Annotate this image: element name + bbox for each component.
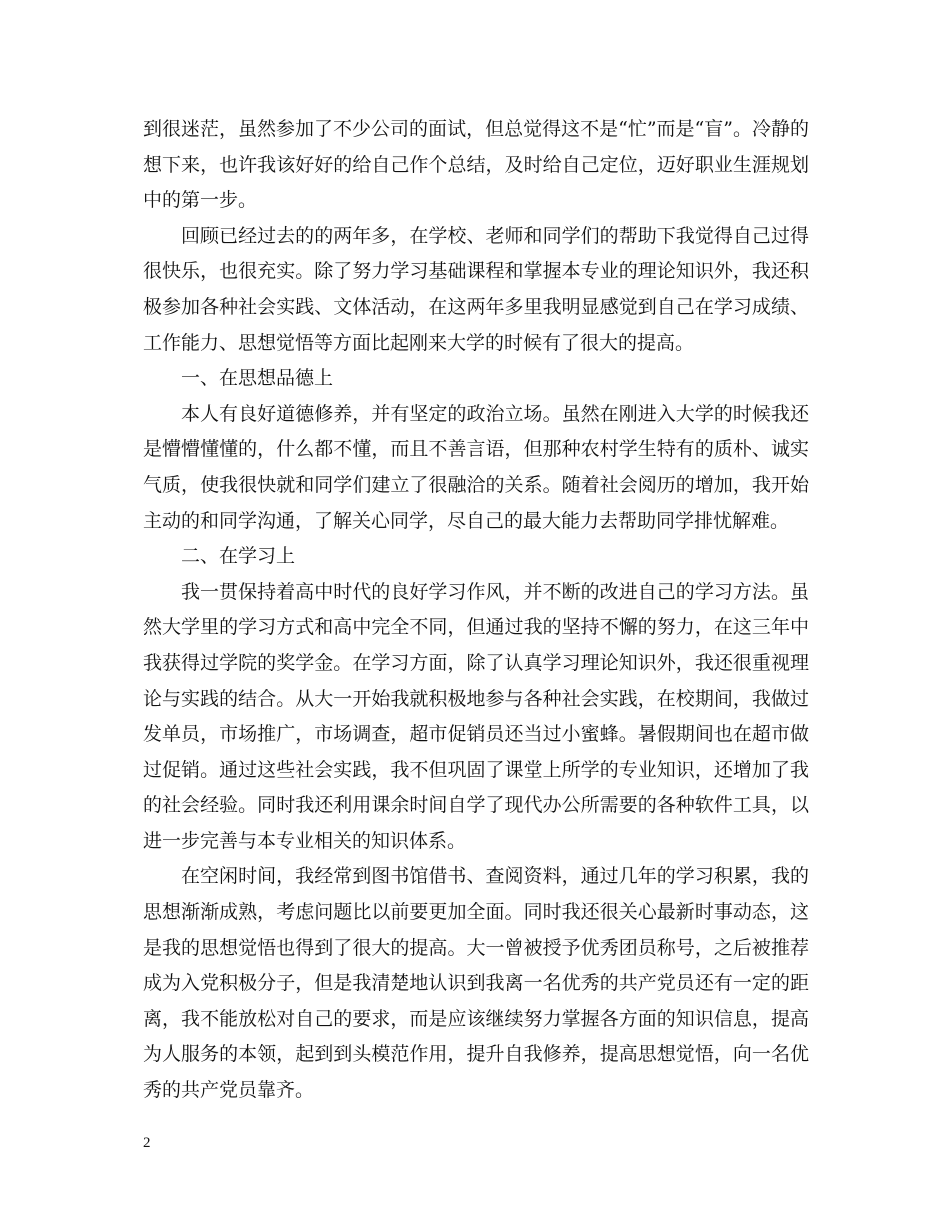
- section-heading-moral: 一、在思想品德上: [181, 367, 334, 390]
- paragraph-continuation: 到很迷茫，虽然参加了不少公司的面试，但总觉得这不是“忙”而是“盲”。冷静的想下来，也许我该好好的给自己作个总结，及时给自己定位，迈好职业生涯规划中的第一步。: [143, 118, 809, 212]
- paragraph-study: 我一贯保持着高中时代的良好学习作风，并不断的改进自己的学习方法。虽然大学里的学习方式和高中完全不同，但通过我的坚持不懈的努力，在这三年中我获得过学院的奖学金。在学习方面，除了认真学习理论知识外，我还很重视理论与实践的结合。从大一开始我就积极地参与各种社会实践，在校期间，我做过发单员，市场推广，市场调查，超市促销员还当过小蜜蜂。暑假期间也在超市做过促销。通过这些社会实践，我不但巩固了课堂上所学的专业知识，还增加了我的社会经验。同时我还利用课余时间自学了现代办公所需要的各种软件工具，以进一步完善与本专业相关的知识体系。: [143, 580, 809, 852]
- document-body: [143, 112, 809, 1109]
- paragraph-moral: 本人有良好道德修养，并有坚定的政治立场。虽然在刚进入大学的时候我还是懵懵懂懂的，什么都不懂，而且不善言语，但那种农村学生特有的质朴、诚实气质，使我很快就和同学们建立了很融洽的关系。随着社会阅历的增加，我开始主动的和同学沟通，了解关心同学，尽自己的最大能力去帮助同学排忧解难。: [143, 402, 809, 532]
- section-heading-study: 二、在学习上: [181, 545, 296, 568]
- page-number: 2: [143, 1135, 151, 1151]
- paragraph-free-time: 在空闲时间，我经常到图书馆借书、查阅资料，通过几年的学习积累，我的思想渐渐成熟，考虑问题比以前要更加全面。同时我还很关心最新时事动态，这是我的思想觉悟也得到了很大的提高。大一曾被授予优秀团员称号，之后被推荐成为入党积极分子，但是我清楚地认识到我离一名优秀的共产党员还有一定的距离，我不能放松对自己的要求，而是应该继续努力掌握各方面的知识信息，提高为人服务的本领，起到到头模范作用，提升自我修养，提高思想觉悟，向一名优秀的共产党员靠齐。: [143, 865, 809, 1102]
- paragraph-review: 回顾已经过去的的两年多，在学校、老师和同学们的帮助下我觉得自己过得很快乐，也很充实。除了努力学习基础课程和掌握本专业的理论知识外，我还积极参加各种社会实践、文体活动，在这两年多里我明显感觉到自己在学习成绩、工作能力、思想觉悟等方面比起刚来大学的时候有了很大的提高。: [143, 224, 809, 354]
